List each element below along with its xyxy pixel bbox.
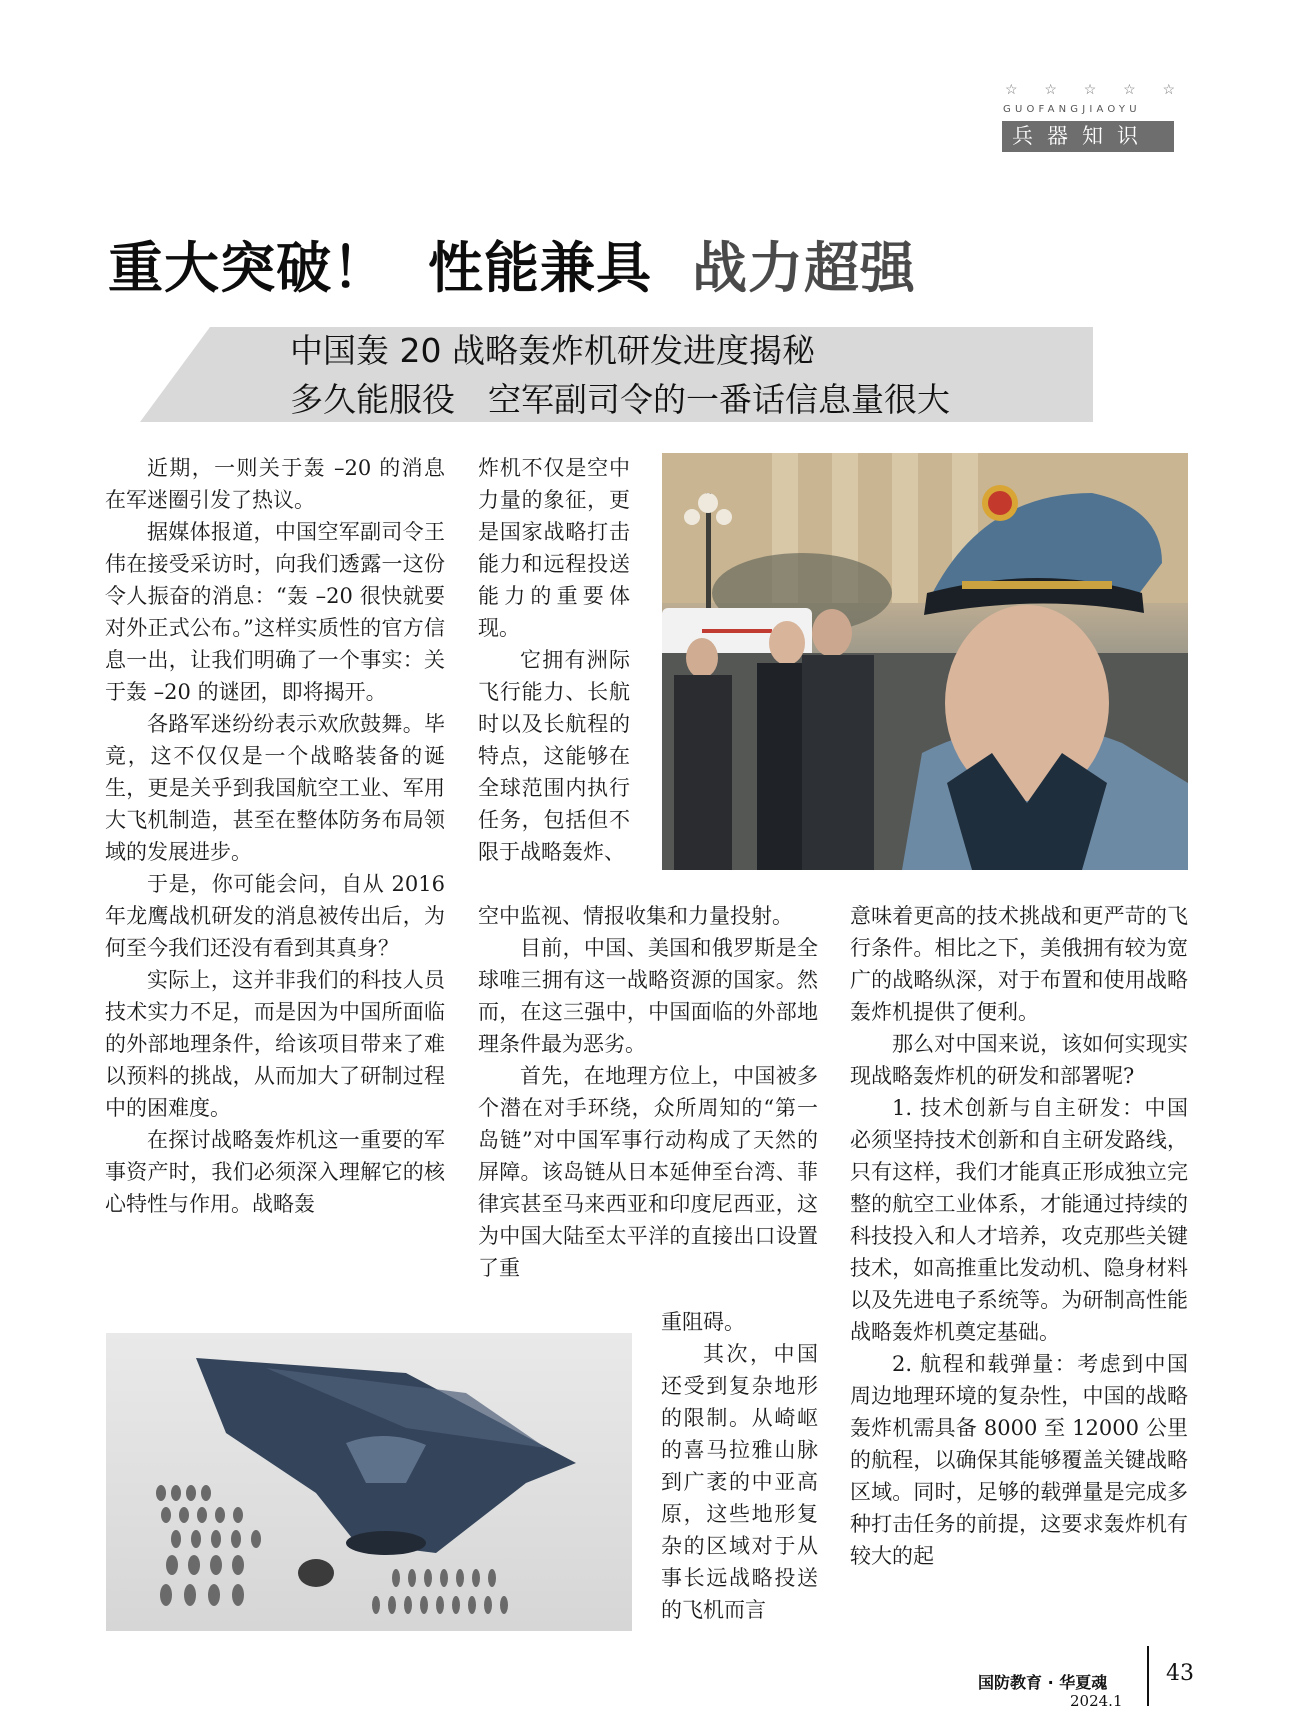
paragraph-continued: 空中监视、情报收集和力量投射。 bbox=[478, 904, 793, 928]
paragraph: 于是，你可能会问，自从 2016 年龙鹰战机研发的消息被传出后，为何至今我们还没有看到其真身？ bbox=[105, 872, 445, 960]
star-icon: ☆ bbox=[1044, 82, 1057, 98]
headline-part-2: 性能兼具 bbox=[428, 236, 653, 300]
paragraph: 各路军迷纷纷表示欢欣鼓舞。毕竟，这不仅仅是一个战略装备的诞生，更是关乎到我国航空工业、军用大飞机制造，甚至在整体防务布局领域的发展进步。 bbox=[105, 712, 445, 864]
section-tag: 兵器知识 bbox=[1002, 121, 1174, 152]
paragraph: 其次，中国还受到复杂地形的限制。从崎岖的喜马拉雅山脉到广袤的中亚高原，这些地形复杂的区域对于从事长远战略投送的飞机而言 bbox=[661, 1342, 818, 1622]
article-column-1 bbox=[105, 452, 445, 1220]
paragraph: 在探讨战略轰炸机这一重要的军事资产时，我们必须深入理解它的核心特性与作用。战略轰 bbox=[105, 1128, 445, 1216]
paragraph: 那么对中国来说，该如何实现实现战略轰炸机的研发和部署呢? bbox=[850, 1032, 1188, 1088]
paragraph-continued: 炸机不仅是空中力量的象征，更是国家战略打击能力和远程投送能力的重要体现。 bbox=[478, 456, 630, 640]
headline-part-1: 重大突破！ bbox=[108, 236, 389, 300]
paragraph: 首先，在地理方位上，中国被多个潜在对手环绕，众所周知的“第一岛链”对中国军事行动构成了天然的屏障。该岛链从日本延伸至台湾、菲律宾甚至马来西亚和印度尼西亚，这为中国大陆至太平洋的直接出口设置了重 bbox=[478, 1064, 818, 1280]
officer-photo-illustration bbox=[662, 453, 1188, 870]
paragraph: 目前，中国、美国和俄罗斯是全球唯三拥有这一战略资源的国家。然而，在这三强中，中国面临的外部地理条件最为恶劣。 bbox=[478, 936, 818, 1056]
paragraph: 2. 航程和载弹量：考虑到中国周边地理环境的复杂性，中国的战略轰炸机需具备 8000 至 12000 公里的航程，以确保其能够覆盖关键战略区域。同时，足够的载弹量是完成多种打击任务的前提，这要求轰炸机有较大的起 bbox=[850, 1352, 1188, 1568]
bomber-photo-illustration bbox=[106, 1333, 632, 1631]
subtitle-line-2: 多久能服役 空军副司令的一番话信息量很大 bbox=[290, 380, 950, 419]
star-icon: ☆ bbox=[1162, 82, 1175, 98]
publication-name: 国防教育 · 华夏魂 bbox=[978, 1673, 1108, 1692]
article-column-2-top bbox=[478, 452, 630, 868]
brand-english: GUOFANGJIAOYU bbox=[1003, 104, 1141, 115]
paragraph: 它拥有洲际飞行能力、长航时以及长航程的特点，这能够在全球范围内执行任务，包括但不限于战略轰炸、 bbox=[478, 648, 630, 864]
paragraph: 据媒体报道，中国空军副司令王伟在接受采访时，向我们透露一这份令人振奋的消息：“轰 –20 很快就要对外正式公布。”这样实质性的官方信息一出，让我们明确了一个事实：关于轰 –20 的谜团，即将揭开。 bbox=[105, 520, 445, 704]
paragraph-continued: 重阻碍。 bbox=[661, 1310, 745, 1334]
bomber-photo bbox=[106, 1333, 632, 1631]
star-icon: ☆ bbox=[1083, 82, 1097, 98]
headline bbox=[108, 236, 956, 300]
page-number: 43 bbox=[1166, 1661, 1194, 1686]
header-stars bbox=[1005, 82, 1175, 98]
paragraph: 实际上，这并非我们的科技人员技术实力不足，而是因为中国所面临的外部地理条件，给该项目带来了难以预料的挑战，从而加大了研制过程中的困难度。 bbox=[105, 968, 445, 1120]
officer-photo bbox=[662, 453, 1188, 870]
article-column-2-bottom bbox=[661, 1306, 818, 1626]
article-column-3 bbox=[850, 900, 1188, 1572]
issue-date: 2024.1 bbox=[1070, 1692, 1123, 1710]
subtitle-line-1: 中国轰 20 战略轰炸机研发进度揭秘 bbox=[290, 331, 815, 370]
paragraph: 近期，一则关于轰 –20 的消息在军迷圈引发了热议。 bbox=[105, 456, 445, 512]
star-icon: ☆ bbox=[1005, 82, 1018, 98]
star-icon: ☆ bbox=[1123, 82, 1136, 98]
footer-divider bbox=[1147, 1646, 1149, 1706]
paragraph-continued: 意味着更高的技术挑战和更严苛的飞行条件。相比之下，美俄拥有较为宽广的战略纵深，对于布置和使用战略轰炸机提供了便利。 bbox=[850, 904, 1188, 1024]
article-column-2-middle bbox=[478, 900, 818, 1284]
paragraph: 1. 技术创新与自主研发：中国必须坚持技术创新和自主研发路线，只有这样，我们才能真正形成独立完整的航空工业体系，才能通过持续的科技投入和人才培养，攻克那些关键技术，如高推重比发动机、隐身材料以及先进电子系统等。为研制高性能战略轰炸机奠定基础。 bbox=[850, 1096, 1188, 1344]
headline-part-3: 战力超强 bbox=[692, 236, 917, 300]
